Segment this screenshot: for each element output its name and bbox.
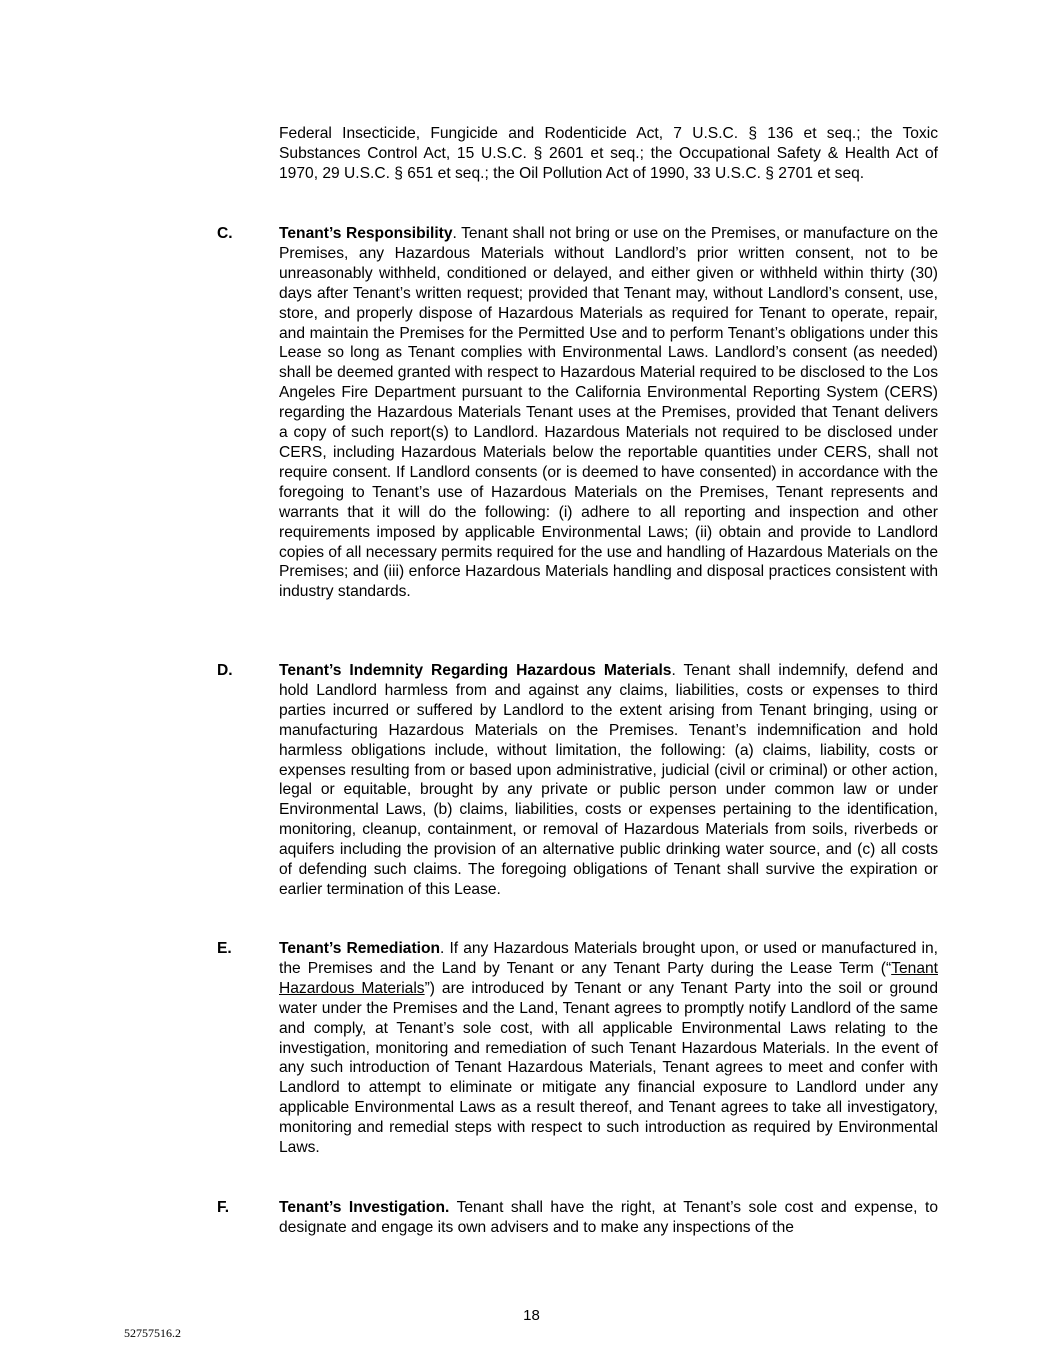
defined-term-tenant-hazardous-materials: Tenant Hazardous Materials [279, 959, 938, 997]
section-e-letter: E. [217, 940, 232, 957]
section-d-heading: Tenant’s Indemnity Regarding Hazardous Materials [279, 662, 672, 679]
section-e-heading: Tenant’s Remediation [279, 940, 441, 957]
section-f [279, 1198, 938, 1238]
section-c-text: . Tenant shall not bring or use on the Premises, or manufacture on the Premises, any Hazardous Materials without Landlord’s prior written consent, not to be unreasonably withheld, conditioned or delayed, and either given or withheld within thirty (30) days after Tenant’s written request; provided that Tenant may, without Landlord’s consent, use, store, and properly dispose of Hazardous Materials as required for Tenant to operate, repair, and maintain the Premises for the Permitted Use and to perform Tenant’s obligations under this Lease so long as Tenant complies with Environmental Laws. Landlord’s consent (as needed) shall be deemed granted with respect to Hazardous Material required to be disclosed to the Los Angeles Fire Department pursuant to the California Environmental Reporting System (CERS) regarding the Hazardous Materials Tenant uses at the Premises, provided that Tenant delivers a copy of such report(s) to Landlord. Hazardous Materials not required to be disclosed under CERS, including Hazardous Materials below the reportable quantities under CERS, shall not require consent. If Landlord consents (or is deemed to have consented) in accordance with the foregoing to Tenant’s use of Hazardous Materials on the Premises, Tenant represents and warrants that it will do the following: (i) adhere to all reporting and inspection and other requirements imposed by applicable Environmental Laws; (ii) obtain and provide to Landlord copies of all necessary permits required for the use and handling of Hazardous Materials on the Premises; and (iii) enforce Hazardous Materials handling and disposal practices consistent with industry standards. [279, 225, 939, 601]
section-d-text: . Tenant shall indemnify, defend and hold Landlord harmless from and against any claims, liabilities, costs or expenses to third parties incurred or suffered by Landlord to the extent arising from Tenant bringing, using or manufacturing Hazardous Materials on the Premises. Tenant’s indemnification and hold harmless obligations include, without limitation, the following: (a) claims, liability, costs or expenses resulting from or based upon administrative, judicial (civil or criminal) or other action, legal or equitable, brought by any private or public person under common law or under Environmental Laws, (b) claims, liabilities, costs or expenses pertaining to the identification, monitoring, cleanup, containment, or removal of Hazardous Materials from soils, riverbeds or aquifers including the provision of an alternative public drinking water source, and (c) all costs of defending such claims. The foregoing obligations of Tenant shall survive the expiration or earlier termination of this Lease. [279, 662, 938, 898]
intro-text: Federal Insecticide, Fungicide and Rodenticide Act, 7 U.S.C. § 136 et seq.; the Toxic Substances Control Act, 15 U.S.C. § 2601 et seq.; the Occupational Safety & Health Act of 1970, 29 U.S.C. § 651 et seq.; the Oil Pollution Act of 1990, 33 U.S.C. § 2701 et seq. [279, 125, 938, 182]
section-f-letter: F. [217, 1199, 230, 1216]
section-f-text: Tenant shall have the right, at Tenant’s sole cost and expense, to designate and engage its own advisers and to make any inspections of the [279, 1199, 938, 1236]
page-number: 18 [523, 1307, 540, 1324]
section-c-letter: C. [217, 225, 233, 242]
section-e-text-2: ”) are introduced by Tenant or any Tenant Party into the soil or ground water under the Premises and the Land, Tenant agrees to promptly notify Landlord of the same and comply, at Tenant’s sole cost, with all applicable Environmental Laws relating to the investigation, monitoring and remediation of such Tenant Hazardous Materials. In the event of any such introduction of Tenant Hazardous Materials, Tenant agrees to meet and confer with Landlord to attempt to eliminate or mitigate any financial exposure to Landlord under any applicable Environmental Laws as a result thereof, and Tenant agrees to take all investigatory, monitoring and remedial steps with respect to such introduction as required by Environmental Laws. [279, 979, 938, 1157]
section-e [279, 939, 938, 1158]
section-d-letter: D. [217, 662, 233, 679]
section-c [279, 224, 938, 602]
section-f-heading: Tenant’s Investigation. [279, 1199, 450, 1216]
section-d [279, 661, 938, 900]
section-c-heading: Tenant’s Responsibility [279, 225, 453, 242]
document-id: 52757516.2 [124, 1326, 181, 1340]
intro-paragraph [279, 124, 938, 184]
section-e-text-1: . If any Hazardous Materials brought upon, or used or manufactured in, the Premises and the Land by Tenant or any Tenant Party during the Lease Term (“ [279, 940, 938, 977]
